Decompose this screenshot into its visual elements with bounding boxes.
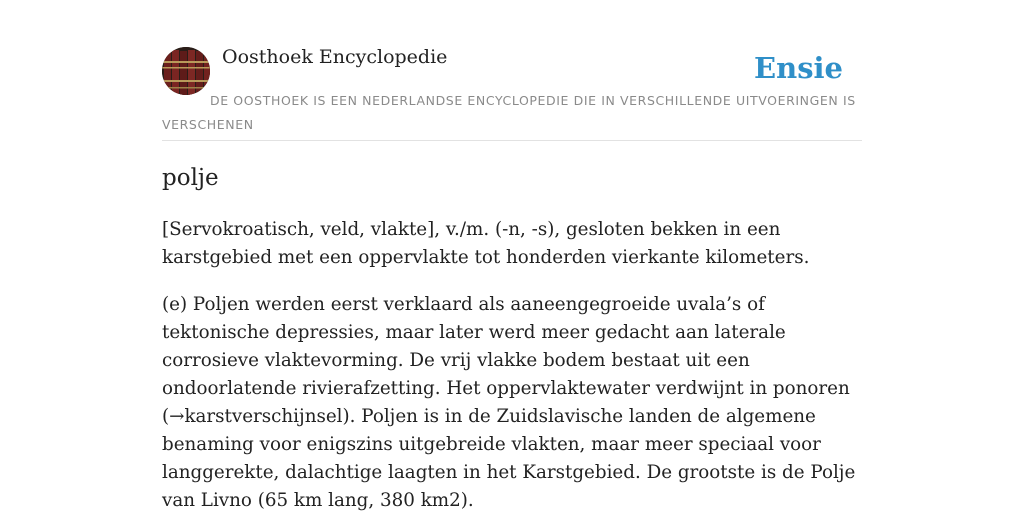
entry-title: polje [162,165,219,191]
book-spines-icon[interactable] [162,47,210,95]
brand-logo[interactable]: Ensie [754,51,843,85]
entry-content [162,160,862,512]
site-header [162,45,862,141]
explanation-paragraph: (e) Poljen werden eerst verklaard als aaneengegroeide uvala’s of tektonische depressies, maar later werd meer gedacht aan laterale corrosieve vlaktevorming. De vrij vlakke bodem bestaat uit een ondoorlatende rivierafzetting. Het oppervlaktewater verdwijnt in ponoren (→karstverschijnsel). Poljen is in de Zuidslavische landen de algemene benaming voor enigszins uitgebreide vlakten, maar meer speciaal voor langgerekte, dalachtige laagten in het Karstgebied. De grootste is de Polje van Livno (65 km lang, 380 km2). [162,294,856,511]
definition-paragraph: [Servokroatisch, veld, vlakte], v./m. (-n, -s), gesloten bekken in een karstgebied met een oppervlakte tot honderden vierkante kilometers. [162,219,810,268]
site-tagline: DE OOSTHOEK IS EEN NEDERLANDSE ENCYCLOPEDIE DIE IN VERSCHILLENDE UITVOERINGEN IS VERSCHENEN [162,93,856,132]
site-title[interactable]: Oosthoek Encyclopedie [222,46,448,68]
